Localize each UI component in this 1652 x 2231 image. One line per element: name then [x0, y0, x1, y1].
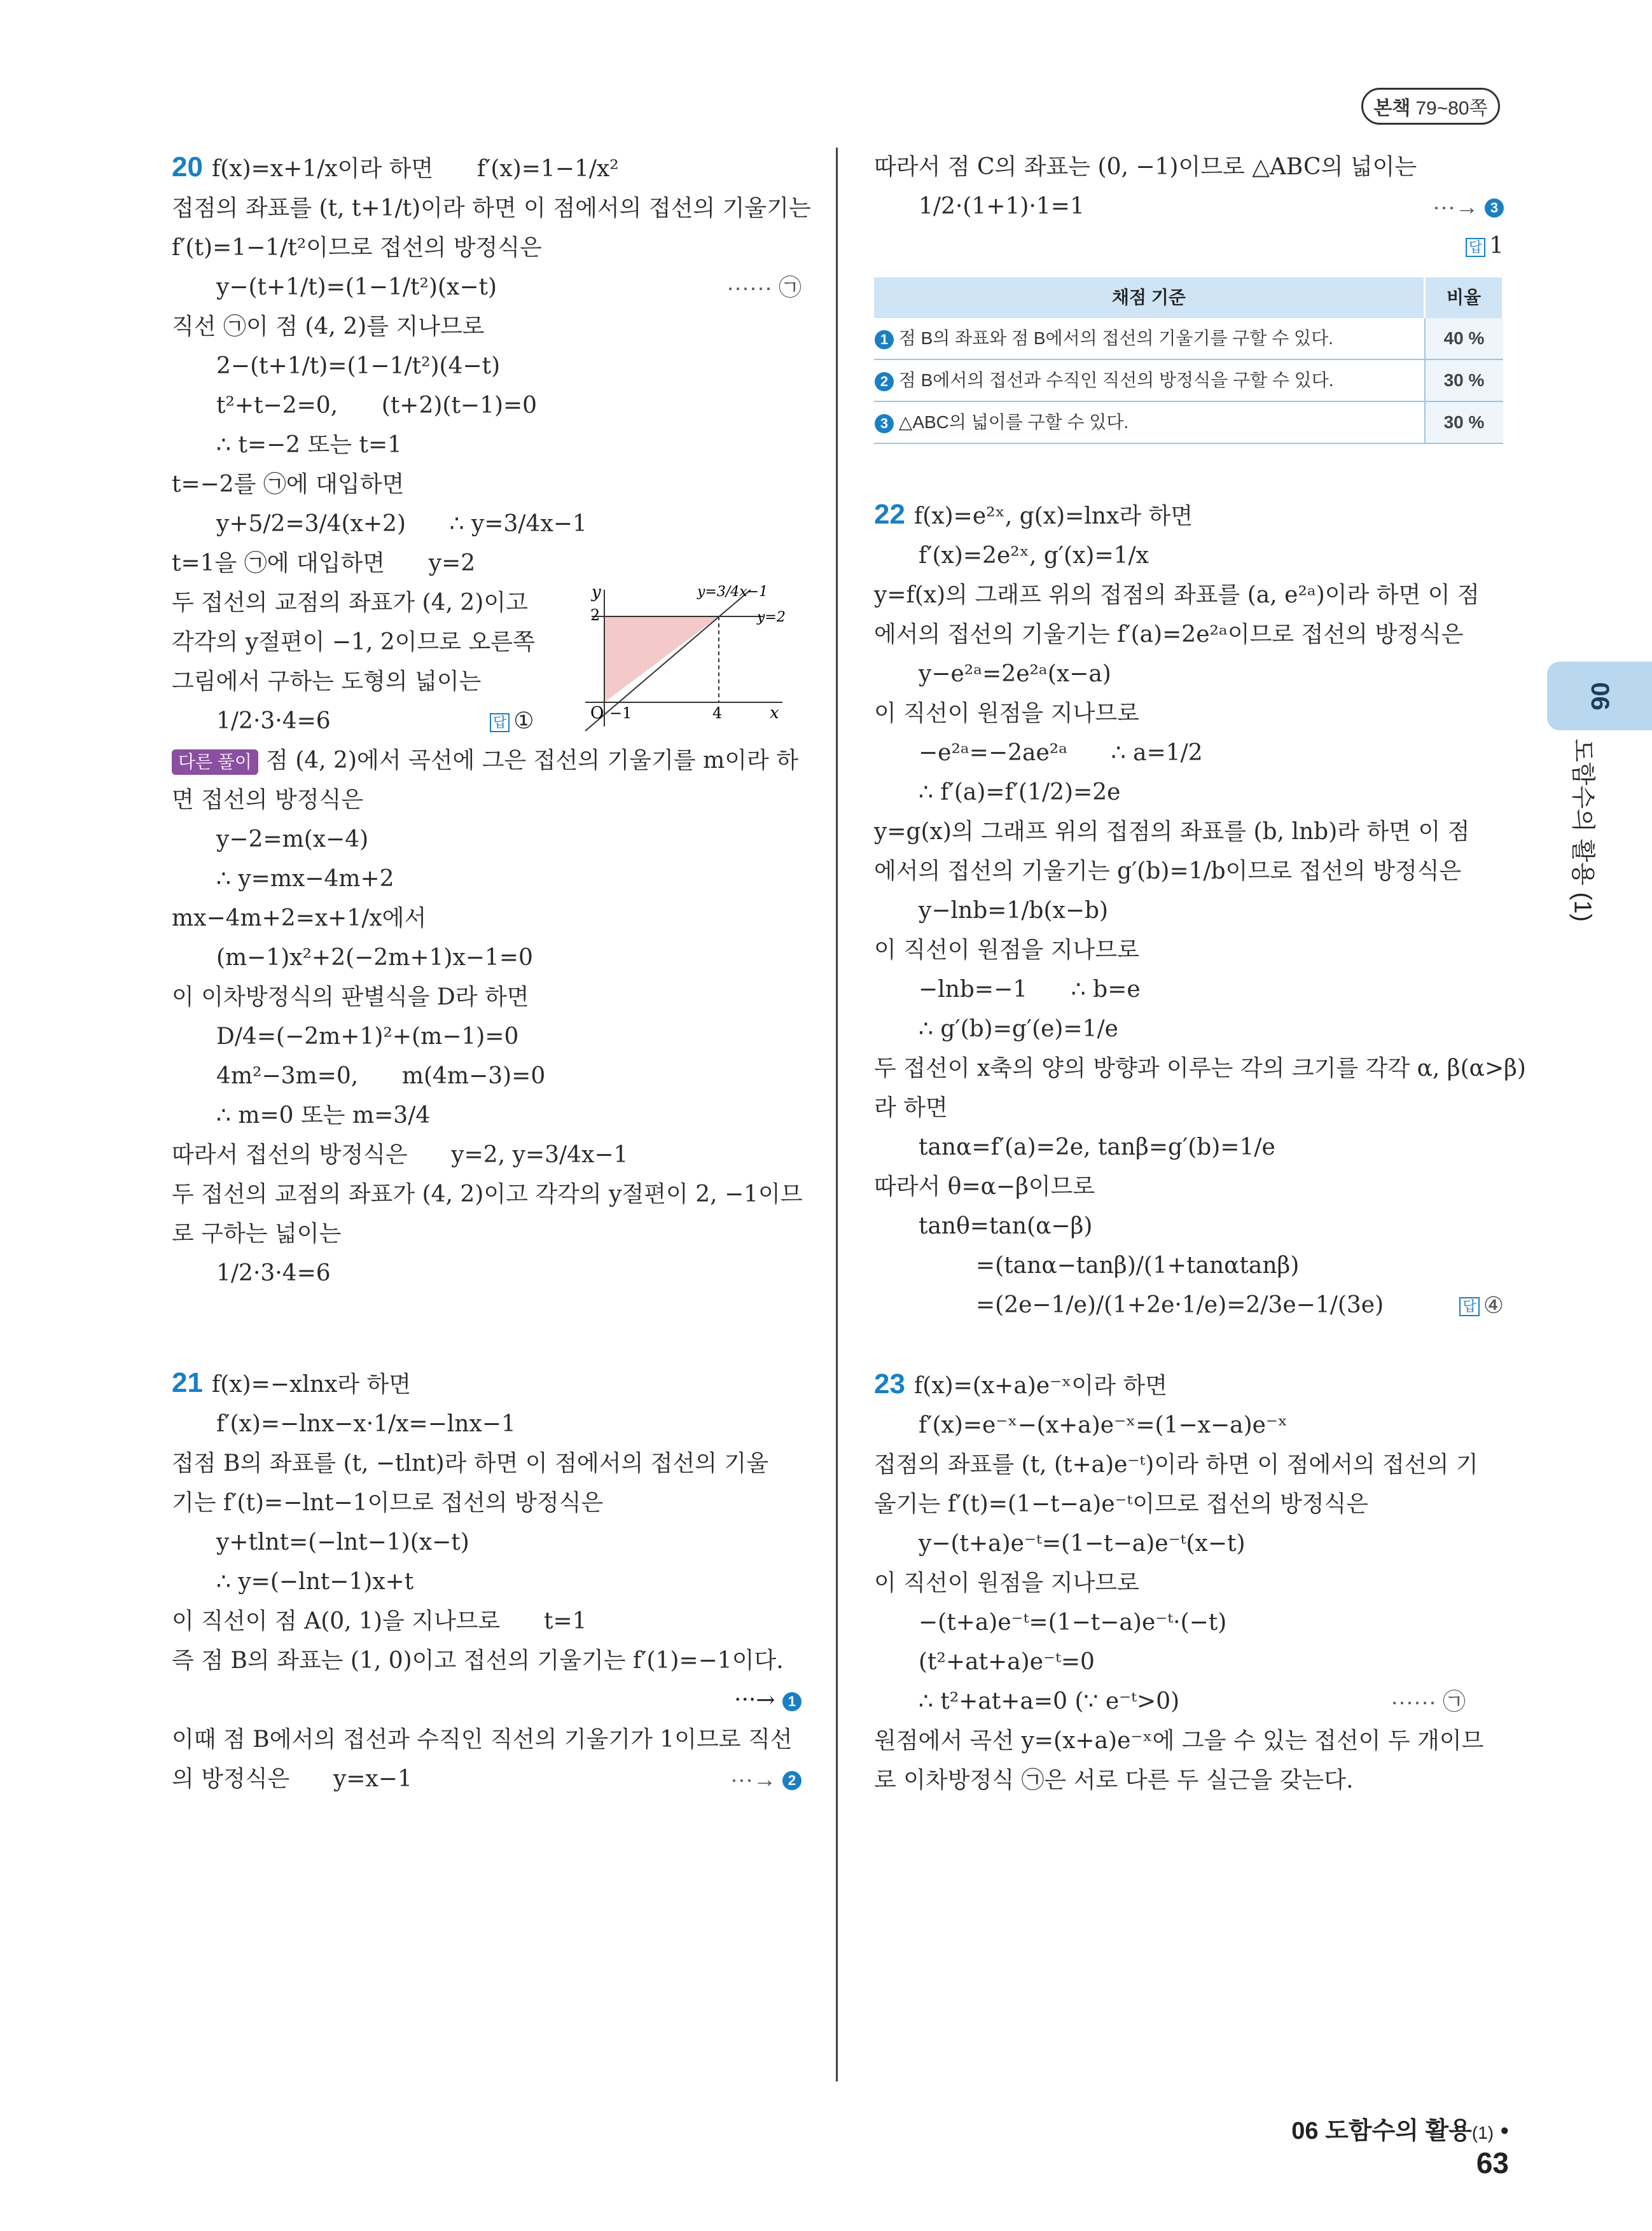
p20-line-4: y−(t+1/t)=(1−1/t²)(x−t) ······ ㉠ — [172, 268, 802, 307]
p21-line-4: 기는 f′(t)=−lnt−1이므로 접선의 방정식은 — [172, 1490, 604, 1516]
page-ref-pages: 79~80쪽 — [1415, 98, 1488, 119]
p21-line-3: 접점 B의 좌표를 (t, −tlnt)라 하면 이 점에서의 접선의 기울 — [172, 1450, 768, 1477]
p23-line-3: 접점의 좌표를 (t, (t+a)e⁻ᵗ)이라 하면 이 점에서의 접선의 기 — [874, 1452, 1478, 1478]
p22-line-11: y−lnb=1/b(x−b) — [919, 898, 1109, 924]
p21-answer: 답 1 — [874, 226, 1504, 266]
line-label-1: y=3/4x−1 — [697, 584, 768, 600]
p23-line-7: −(t+a)e⁻ᵗ=(1−t−a)e⁻ᵗ·(−t) — [919, 1609, 1227, 1636]
alt-solution-line-9: 4m²−3m=0, m(4m−3)=0 — [216, 1063, 546, 1089]
p20-line-5: 직선 ㉠이 점 (4, 2)를 지나므로 — [172, 314, 485, 340]
grading-ratio: 30 % — [1425, 359, 1503, 401]
p22-line-19: tanθ=tan(α−β) — [919, 1213, 1093, 1239]
p21-step-marker-2: ···→ 2 — [730, 1760, 802, 1799]
page-number: 63 — [1476, 2146, 1509, 2179]
p21-line-7: 이 직선이 점 A(0, 1)을 지나므로 t=1 — [172, 1608, 587, 1634]
p21-line-9: 이때 점 B에서의 접선과 수직인 직선의 기울기가 1이므로 직선 — [172, 1727, 793, 1753]
p20-line-11: t=1을 ㉠에 대입하면 y=2 — [172, 550, 476, 576]
p20-line-6: 2−(t+1/t)=(1−1/t²)(4−t) — [216, 353, 501, 379]
p23-line-6: 이 직선이 원점을 지나므로 — [874, 1570, 1139, 1596]
p20-line-14: 그림에서 구하는 도형의 넓이는 — [172, 669, 482, 695]
answer-icon: 답 — [1466, 238, 1485, 257]
page-footer: 06 도함수의 활용(1) • 63 — [1291, 2118, 1509, 2179]
step-2-icon: 2 — [875, 372, 894, 391]
chapter-side-tab — [1547, 662, 1652, 730]
grading-criterion: 3 △ABC의 넓이를 구할 수 있다. — [874, 401, 1425, 443]
alt-solution-line-13: 로 구하는 넓이는 — [172, 1221, 342, 1247]
y-intercept-label: −1 — [609, 704, 632, 722]
p23-line-11: 로 이차방정식 ㉠은 서로 다른 두 실근을 갖는다. — [874, 1767, 1354, 1793]
alt-solution-line-2: 면 접선의 방정식은 — [172, 787, 364, 813]
alt-solution-line-14: 1/2·3·4=6 — [216, 1260, 331, 1286]
p22-line-14: ∴ g′(b)=g′(e)=1/e — [919, 1016, 1118, 1042]
p22-line-5: y−e²ᵃ=2e²ᵃ(x−a) — [919, 661, 1111, 687]
p22-line-17: tanα=f′(a)=2e, tanβ=g′(b)=1/e — [919, 1134, 1275, 1160]
p22-line-13: −lnb=−1 ∴ b=e — [919, 976, 1141, 1003]
page-reference-badge — [1361, 88, 1500, 125]
p22-line-3: y=f(x)의 그래프 위의 접점의 좌표를 (a, e²ᵃ)이라 하면 이 점 — [874, 582, 1480, 608]
alt-solution-line-1: 다른 풀이 점 (4, 2)에서 곡선에 그은 접선의 기울기를 m이라 하 — [172, 741, 802, 781]
grading-criterion: 2 점 B에서의 접선과 수직인 직선의 방정식을 구할 수 있다. — [874, 359, 1425, 401]
p23-line-8: (t²+at+a)e⁻ᵗ=0 — [919, 1649, 1095, 1675]
alt-solution-badge: 다른 풀이 — [172, 749, 258, 775]
p22-line-4: 에서의 접선의 기울기는 f′(a)=2e²ᵃ이므로 접선의 방정식은 — [874, 622, 1464, 648]
alt-solution-line-6: (m−1)x²+2(−2m+1)x−1=0 — [216, 945, 533, 971]
problem-number-20: 20 — [172, 151, 203, 183]
p20-line-1: 20 f(x)=x+1/x이라 하면 f′(x)=1−1/x² — [172, 151, 619, 183]
answer-icon: 답 — [1459, 1297, 1479, 1316]
p21-line-6: ∴ y=(−lnt−1)x+t — [216, 1569, 414, 1595]
problem-number-23: 23 — [874, 1368, 905, 1400]
p20-line-8: ∴ t=−2 또는 t=1 — [216, 432, 403, 458]
p21-line-10: 의 방정식은 y=x−1 ···→ 2 — [172, 1760, 802, 1799]
shaded-triangle — [604, 616, 719, 702]
left-column — [172, 148, 811, 1799]
grading-ratio: 30 % — [1425, 401, 1503, 443]
p21-line-5: y+tlnt=(−lnt−1)(x−t) — [216, 1529, 469, 1555]
p22-line-1: 22 f(x)=e²ˣ, g(x)=lnx라 하면 — [874, 499, 1193, 530]
line-label-2: y=2 — [757, 609, 786, 625]
alt-solution-line-4: ∴ y=mx−4m+2 — [216, 866, 394, 892]
footer-chapter: 06 도함수의 활용 — [1291, 2118, 1472, 2144]
step-2-icon: 2 — [782, 1771, 802, 1790]
p22-line-18: 따라서 θ=α−β이므로 — [874, 1174, 1095, 1200]
p22-line-15: 두 접선이 x축의 양의 방향과 이루는 각의 크기를 각각 α, β(α>β) — [874, 1055, 1526, 1081]
alt-solution-line-3: y−2=m(x−4) — [216, 826, 369, 852]
step-1-icon: 1 — [875, 330, 894, 349]
p20-line-12: 두 접선의 교점의 좌표가 (4, 2)이고 — [172, 590, 528, 616]
tangent-lines-graph — [579, 583, 795, 736]
alt-solution-line-12: 두 접선의 교점의 좌표가 (4, 2)이고 각각의 y절편이 2, −1이므 — [172, 1181, 803, 1207]
y-axis-label: y — [592, 583, 601, 602]
p22-line-21: =(2e−1/e)/(1+2e·1/e)=2/3e−1/(3e) 답 ④ — [874, 1286, 1504, 1325]
chapter-side-title: 도함수의 활용 (1) — [1569, 739, 1596, 922]
alt-solution-line-11: 따라서 접선의 방정식은 y=2, y=3/4x−1 — [172, 1142, 628, 1168]
right-column — [874, 148, 1526, 1800]
p23-line-1: 23 f(x)=(x+a)e⁻ˣ이라 하면 — [874, 1368, 1167, 1400]
p20-line-3: f′(t)=1−1/t²이므로 접선의 방정식은 — [172, 235, 542, 261]
problem-number-22: 22 — [874, 499, 905, 530]
answer-icon: 답 — [490, 713, 510, 732]
p21-line-1: 21 f(x)=−xlnx라 하면 — [172, 1367, 412, 1398]
p22-answer: 답 ④ — [1459, 1286, 1504, 1325]
grading-header-criteria: 채점 기준 — [874, 277, 1425, 318]
table-row — [874, 318, 1503, 359]
p22-line-9: y=g(x)의 그래프 위의 접점의 좌표를 (b, lnb)라 하면 이 점 — [874, 819, 1470, 845]
p21-step-marker-3: ···→ 3 — [1433, 187, 1504, 226]
x-axis-label: x — [770, 704, 779, 723]
equation-marker: ······ ㉠ — [1391, 1688, 1466, 1714]
grading-criteria-table — [874, 277, 1504, 444]
p20-line-13: 각각의 y절편이 −1, 2이므로 오른쪽 — [172, 629, 535, 655]
alt-solution-line-10: ∴ m=0 또는 m=3/4 — [216, 1102, 431, 1129]
p20-line-7: t²+t−2=0, (t+2)(t−1)=0 — [216, 393, 538, 419]
p22-line-20: =(tanα−tanβ)/(1+tanαtanβ) — [976, 1253, 1300, 1279]
origin-label: O — [590, 704, 604, 723]
footer-sub: (1) — [1471, 2123, 1494, 2143]
p21-cont-line-1: 따라서 점 C의 좌표는 (0, −1)이므로 △ABC의 넓이는 — [874, 154, 1417, 180]
p20-line-9: t=−2를 ㉠에 대입하면 — [172, 471, 405, 497]
step-1-icon: 1 — [782, 1692, 802, 1711]
table-row — [874, 401, 1503, 443]
alt-solution-line-8: D/4=(−2m+1)²+(m−1)=0 — [216, 1024, 519, 1050]
y-tick-2: 2 — [590, 606, 600, 624]
page-ref-book: 본책 — [1373, 98, 1411, 119]
column-divider — [836, 148, 838, 2082]
p21-step-marker-1: ···→ 1 — [172, 1681, 802, 1720]
p21-line-2: f′(x)=−lnx−x·1/x=−lnx−1 — [216, 1411, 516, 1437]
equation-marker: ······ ㉠ — [726, 274, 802, 300]
table-row — [874, 359, 1503, 401]
p20-figure-block — [172, 583, 802, 741]
chapter-number: 06 — [1586, 681, 1614, 711]
answer-mark: 답 ① — [490, 702, 534, 741]
p20-line-2: 접점의 좌표를 (t, t+1/t)이라 하면 이 점에서의 접선의 기울기는 — [172, 195, 811, 221]
p20-line-10: y+5/2=3/4(x+2) ∴ y=3/4x−1 — [216, 511, 587, 537]
p20-line-15: 1/2·3·4=6 답 ① — [172, 702, 802, 741]
grading-ratio: 40 % — [1425, 318, 1503, 359]
p23-line-4: 울기는 f′(t)=(1−t−a)e⁻ᵗ이므로 접선의 방정식은 — [874, 1491, 1369, 1517]
p23-line-9: ∴ t²+at+a=0 (∵ e⁻ᵗ>0) ······ ㉠ — [874, 1682, 1504, 1721]
p21-line-8: 즉 점 B의 좌표는 (1, 0)이고 접선의 기울기는 f′(1)=−1이다. — [172, 1648, 784, 1674]
p22-line-16: 라 하면 — [874, 1095, 948, 1121]
p23-line-5: y−(t+a)e⁻ᵗ=(1−t−a)e⁻ᵗ(x−t) — [919, 1531, 1246, 1557]
p23-line-10: 원점에서 곡선 y=(x+a)e⁻ˣ에 그을 수 있는 접선이 두 개이므 — [874, 1728, 1484, 1754]
step-3-icon: 3 — [875, 414, 894, 433]
p22-line-10: 에서의 접선의 기울기는 g′(b)=1/b이므로 접선의 방정식은 — [874, 858, 1462, 884]
problem-number-21: 21 — [172, 1367, 203, 1398]
step-3-icon: 3 — [1485, 198, 1504, 218]
grading-criterion: 1 점 B의 좌표와 점 B에서의 접선의 기울기를 구할 수 있다. — [874, 318, 1425, 359]
alt-solution-line-7: 이 이차방정식의 판별식을 D라 하면 — [172, 984, 529, 1010]
p22-line-12: 이 직선이 원점을 지나므로 — [874, 937, 1139, 963]
p22-line-7: −e²ᵃ=−2ae²ᵃ ∴ a=1/2 — [919, 740, 1203, 766]
p22-line-8: ∴ f′(a)=f′(1/2)=2e — [919, 779, 1121, 805]
alt-solution-line-5: mx−4m+2=x+1/x에서 — [172, 905, 427, 931]
grading-header-ratio: 비율 — [1425, 277, 1503, 318]
p22-line-2: f′(x)=2e²ˣ, g′(x)=1/x — [919, 543, 1149, 569]
x-tick-4: 4 — [712, 704, 723, 722]
p22-line-6: 이 직선이 원점을 지나므로 — [874, 700, 1139, 726]
p21-cont-line-2: 1/2·(1+1)·1=1 ···→ 3 — [874, 187, 1504, 226]
p23-line-2: f′(x)=e⁻ˣ−(x+a)e⁻ˣ=(1−x−a)e⁻ˣ — [919, 1412, 1288, 1438]
